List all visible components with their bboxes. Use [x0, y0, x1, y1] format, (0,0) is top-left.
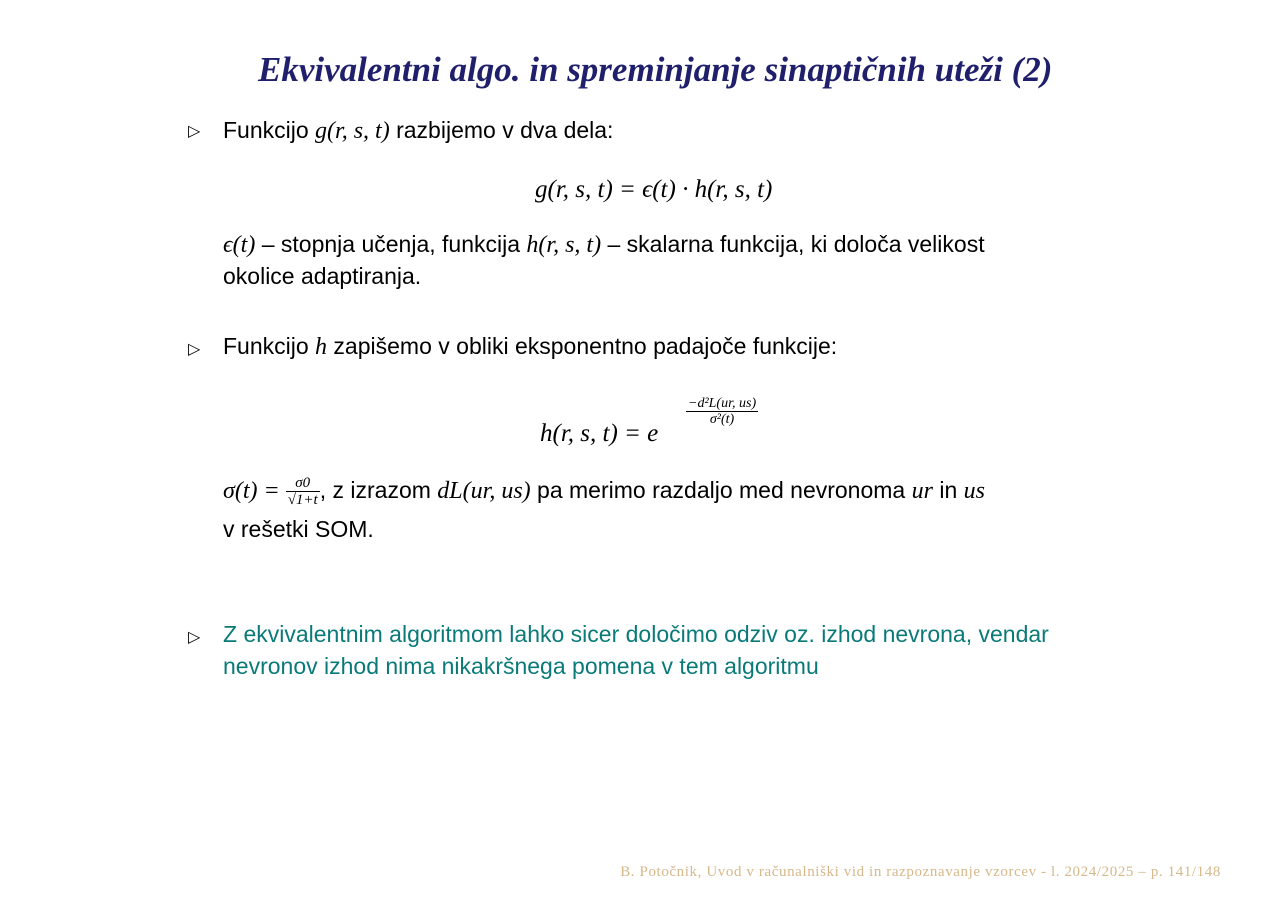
bullet-3-line1: Z ekvivalentnim algoritmom lahko sicer določimo odziv oz. izhod nevrona, vendar: [223, 621, 1049, 647]
epsilon-math: ϵ(t): [223, 232, 256, 258]
ur-math: ur: [911, 478, 933, 504]
bullet-1-desc-line1: [223, 228, 985, 261]
bullet-1-math: g(r, s, t): [315, 118, 390, 144]
sigma-fraction: [286, 475, 320, 508]
exponent-fraction: [686, 396, 758, 427]
equation-h-lhs: h(r, s, t) = e: [540, 420, 659, 447]
slide-title: Ekvivalentni algo. in spreminjanje sinaptičnih uteži (2): [258, 50, 1053, 89]
sigma-numerator: σ0: [286, 475, 320, 492]
bullet-1-text: [223, 114, 613, 147]
bullet-2-math: h: [315, 334, 328, 360]
desc-mid: – stopnja učenja, funkcija: [255, 231, 527, 257]
distance-math: dL(ur, us): [437, 478, 531, 504]
desc-mid2: pa merimo razdaljo med nevronoma: [530, 477, 912, 503]
exponent-numerator: −d²L(ur, us): [688, 396, 757, 411]
bullet-1-pre: Funkcijo: [223, 117, 316, 143]
sigma-denominator: √1+t: [287, 492, 318, 509]
equation-h: [540, 420, 658, 448]
equation-g: g(r, s, t) = ϵ(t) · h(r, s, t): [535, 176, 773, 203]
slide-footer: B. Potočnik, Uvod v računalniški vid in razpoznavanje vzorcev - l. 2024/2025 – p. 141/148: [620, 864, 1221, 880]
bullet-marker-3: ▷: [188, 629, 201, 646]
desc-post: – skalarna funkcija, ki določa velikost: [601, 231, 985, 257]
desc-in: in: [932, 477, 964, 503]
exponent-denominator: σ²(t): [709, 412, 735, 427]
sigma-lhs: σ(t) =: [223, 478, 286, 504]
us-math: us: [963, 478, 985, 504]
bullet-1-desc-line2: okolice adaptiranja.: [223, 263, 422, 289]
bullet-3-line2: nevronov izhod nima nikakršnega pomena v tem algoritmu: [223, 653, 819, 679]
bullet-1-post: razbijemo v dva dela:: [389, 117, 614, 143]
bullet-marker-1: ▷: [188, 123, 201, 140]
bullet-2-desc-line1: [223, 474, 985, 508]
h-math: h(r, s, t): [526, 232, 602, 258]
bullet-2-post: zapišemo v obliki eksponentno padajoče funkcije:: [327, 333, 838, 359]
bullet-2-pre: Funkcijo: [223, 333, 316, 359]
bullet-2-text: [223, 330, 837, 363]
bullet-2-desc-line2: v rešetki SOM.: [223, 516, 374, 542]
desc-mid: , z izrazom: [319, 477, 438, 503]
bullet-marker-2: ▷: [188, 341, 201, 358]
